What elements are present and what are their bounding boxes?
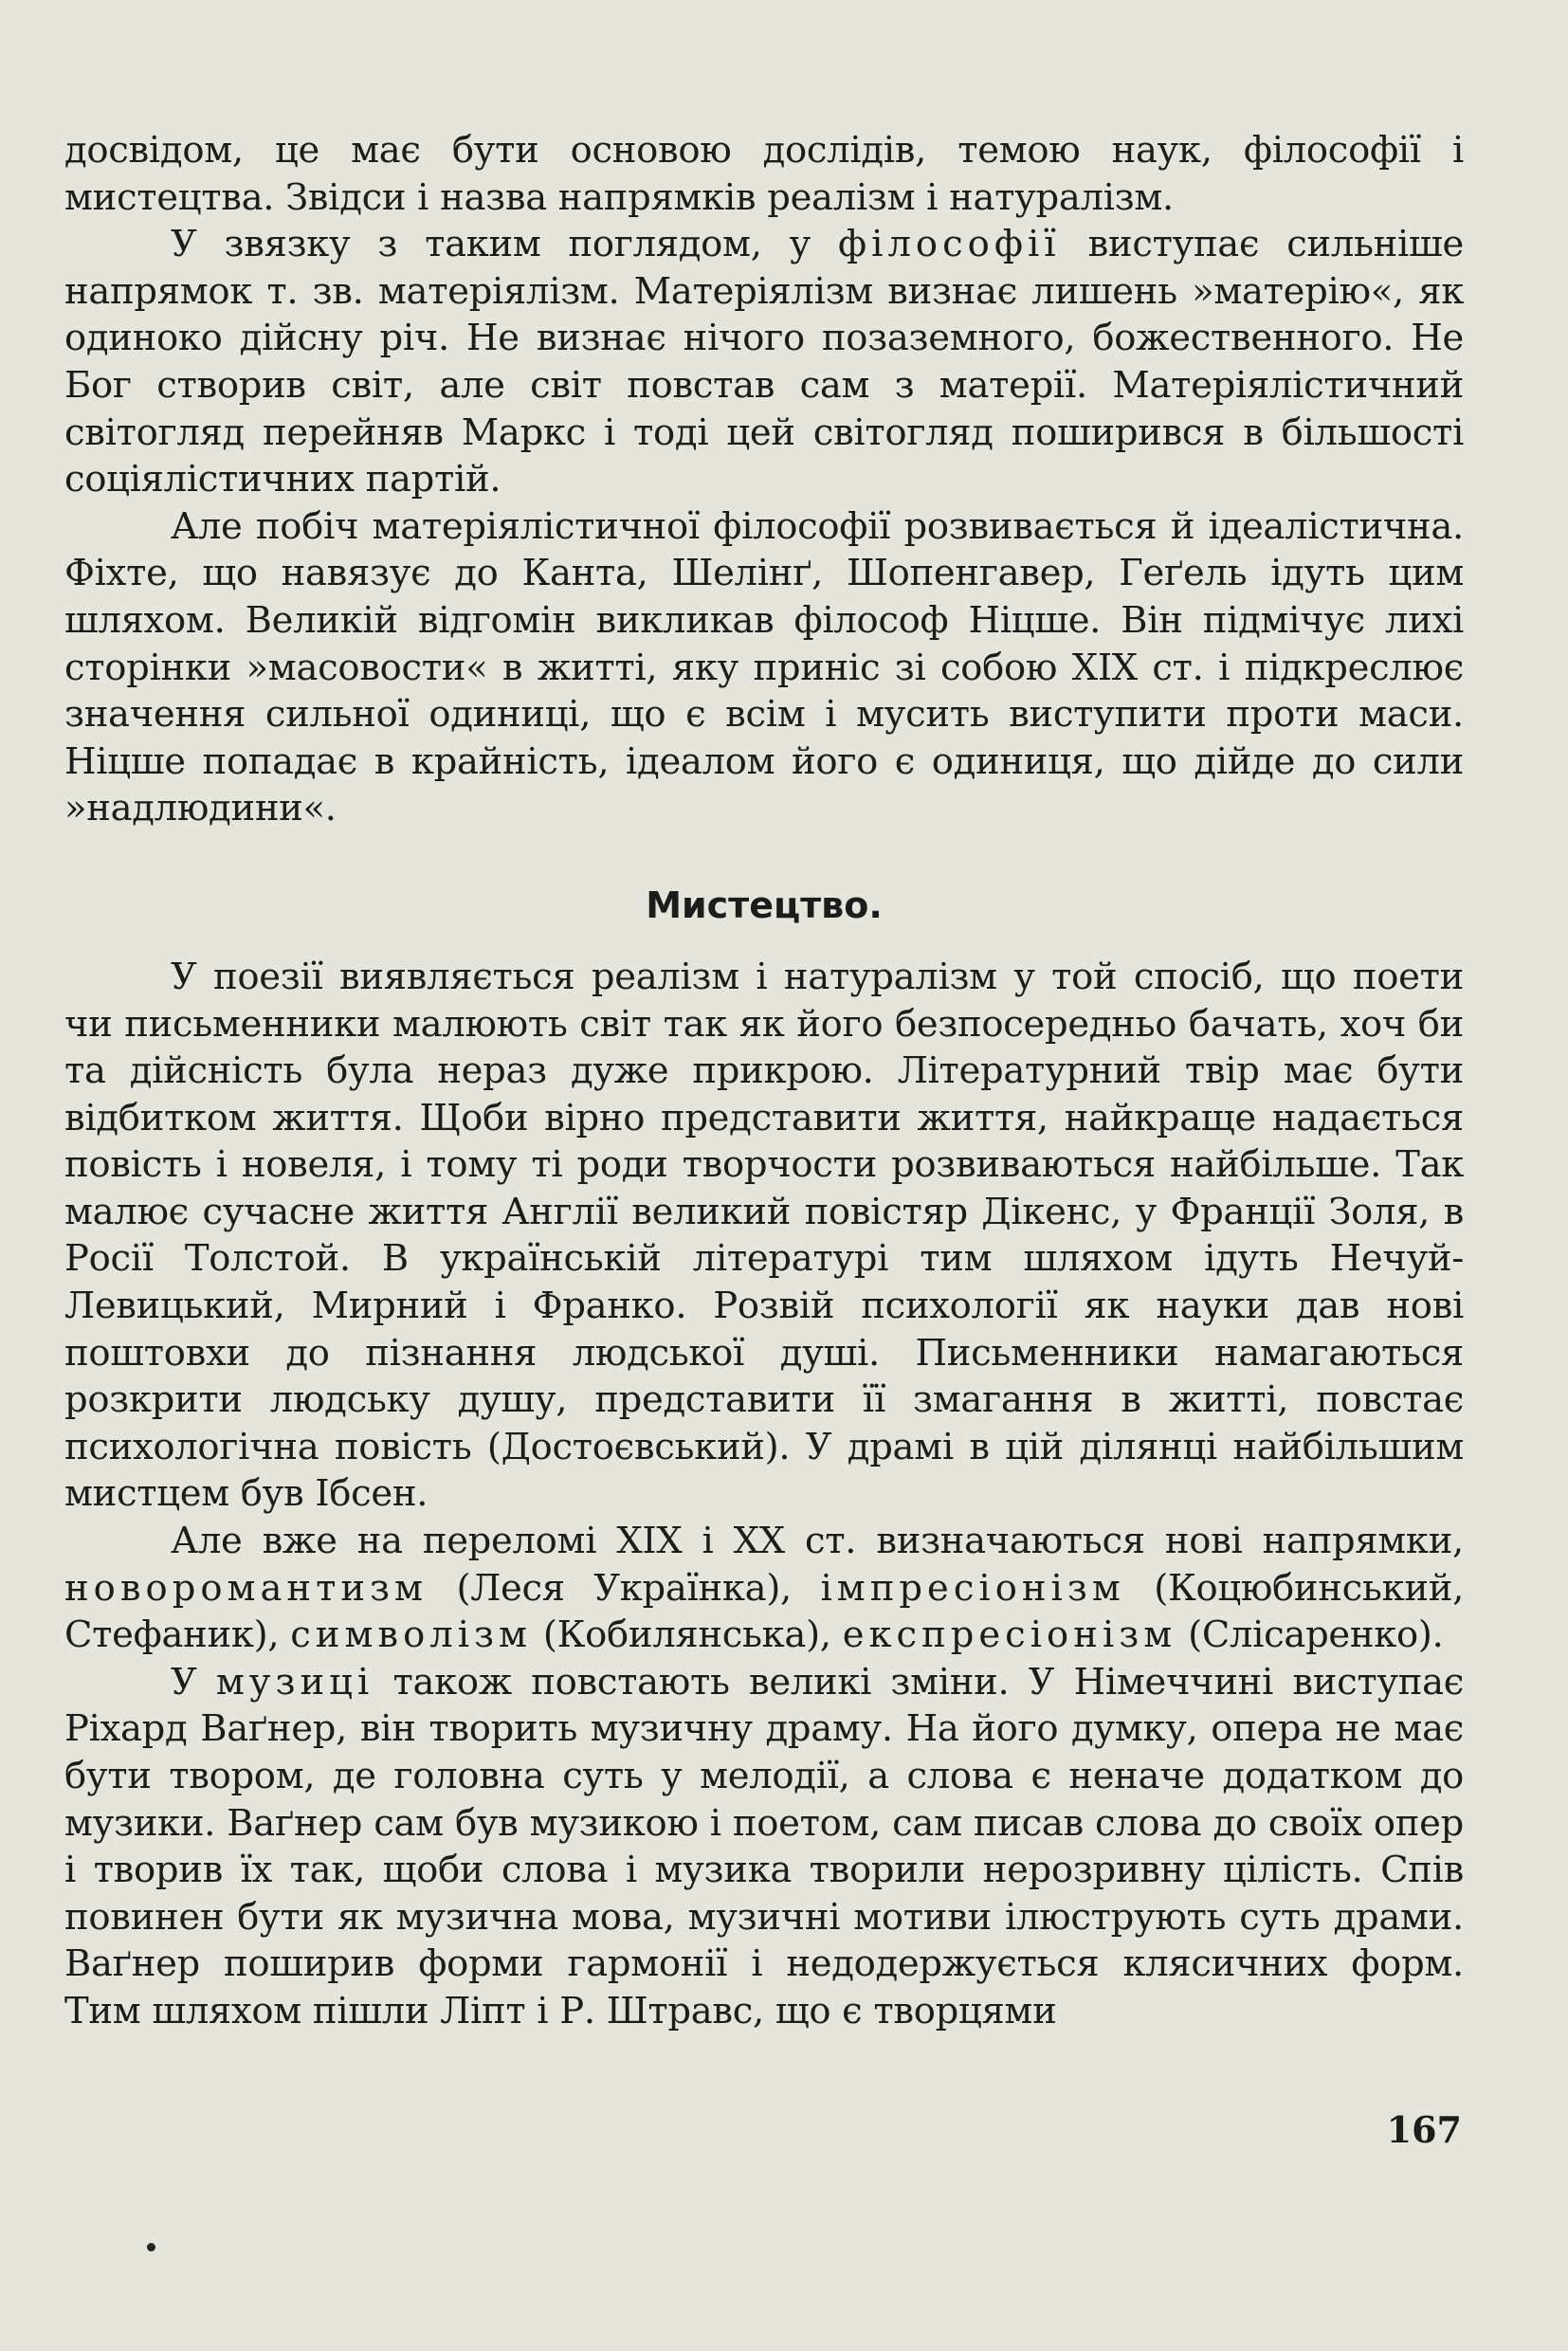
spaced-term: символізм bbox=[290, 1613, 532, 1657]
text-run: (Леся Українка), bbox=[427, 1566, 821, 1610]
text-run: У звязку з таким поглядом, у bbox=[171, 223, 838, 266]
paragraph bbox=[64, 503, 1464, 832]
text-run: (Кобилянська), bbox=[531, 1613, 843, 1657]
spaced-term: імпресіонізм bbox=[820, 1566, 1125, 1610]
spaced-term: експресіонізм bbox=[842, 1613, 1177, 1657]
spaced-term: філософії bbox=[838, 223, 1061, 266]
paragraph bbox=[64, 221, 1464, 503]
paragraph bbox=[64, 127, 1464, 221]
spaced-term: музиці bbox=[215, 1660, 374, 1704]
spaced-term: новоромантизм bbox=[64, 1566, 428, 1610]
print-speck bbox=[147, 2243, 155, 2251]
paragraph bbox=[64, 1518, 1464, 1659]
text-run: Але побіч матеріялістичної філософії розвивається й ідеалістична. Фіхте, що навязує до Канта, Шелінґ, Шопенгавер, Геґель ідуть цим шляхом. Великій відгомін викликав філософ Ніцше. Він підмічує лихі сторінки »масовости« в житті, яку приніс зі собою XIX ст. і підкреслює значення сильної одиниці, що є всім і мусить виступити проти маси. Ніцше попадає в крайність, ідеалом його є одиниця, що дійде до сили »надлюдини«. bbox=[64, 504, 1464, 830]
page-body bbox=[64, 127, 1464, 2035]
text-run: досвідом, це має бути основою дослідів, темою наук, філософії і мистецтва. Звідси і назва напрямків реалізм і натуралізм. bbox=[64, 129, 1464, 219]
text-run: (Слісаренко). bbox=[1176, 1613, 1444, 1657]
paragraph bbox=[64, 954, 1464, 1518]
paragraphs-before-heading bbox=[64, 127, 1464, 832]
text-run: також повстають великі зміни. У Німеччині виступає Ріхард Ваґнер, він творить музичну драму. На його думку, опера не має бути твором, де головна суть у мелодії, а слова є неначе додатком до музики. Ваґнер сам був музикою і поетом, сам писав слова до своїх опер і творив їх так, щоби слова і музика творили нерозривну цілість. Спів повинен бути як музична мова, музичні мотиви ілюструють суть драми. Ваґнер поширив форми гармонії і недодержується клясичних форм. Тим шляхом пішли Ліпт і Р. Штравс, що є творцями bbox=[64, 1660, 1464, 2032]
text-run: Але вже на переломі XIX і XX ст. визначаються нові напрямки, bbox=[171, 1520, 1464, 1563]
section-heading: Мистецтво. bbox=[646, 884, 883, 926]
paragraphs-after-heading bbox=[64, 954, 1464, 2035]
text-run: виступає сильніше напрямок т. зв. матеріялізм. Матеріялізм визнає лишень »матерію«, як одиноко дійсну річ. Не визнає нічого позаземного, божественного. Не Бог створив світ, але світ повстав сам з матерії. Матеріялістичний світогляд перейняв Маркс і тоді цей світогляд поширився в більшості соціялістичних партій. bbox=[64, 223, 1465, 501]
page-number: 167 bbox=[1386, 2108, 1462, 2151]
text-run: У поезії виявляється реалізм і натуралізм у той спосіб, що поети чи письменники малюють світ так як його безпосередньо бачать, хоч би та дійсність була нераз дуже прикрою. Літературний твір має бути відбитком життя. Щоби вірно представити життя, найкраще надається повість і новеля, і тому ті роди творчости розвиваються найбільше. Так малює сучасне життя Англії великий повістяр Дікенс, у Франції Золя, в Росії Толстой. В українській літературі тим шляхом ідуть Нечуй-Левицький, Мирний і Франко. Розвій психології як науки дав нові поштовхи до пізнання людської душі. Письменники намагаються розкрити людську душу, представити її змагання в житті, повстає психологічна повість (Достоєвський). У драмі в цій ділянці найбільшим мистцем був Ібсен. bbox=[64, 955, 1464, 1516]
text-run: У bbox=[171, 1660, 216, 1704]
paragraph bbox=[64, 1659, 1464, 2035]
text-run: (Коцюбинський, Стефаник), bbox=[64, 1566, 1465, 1657]
